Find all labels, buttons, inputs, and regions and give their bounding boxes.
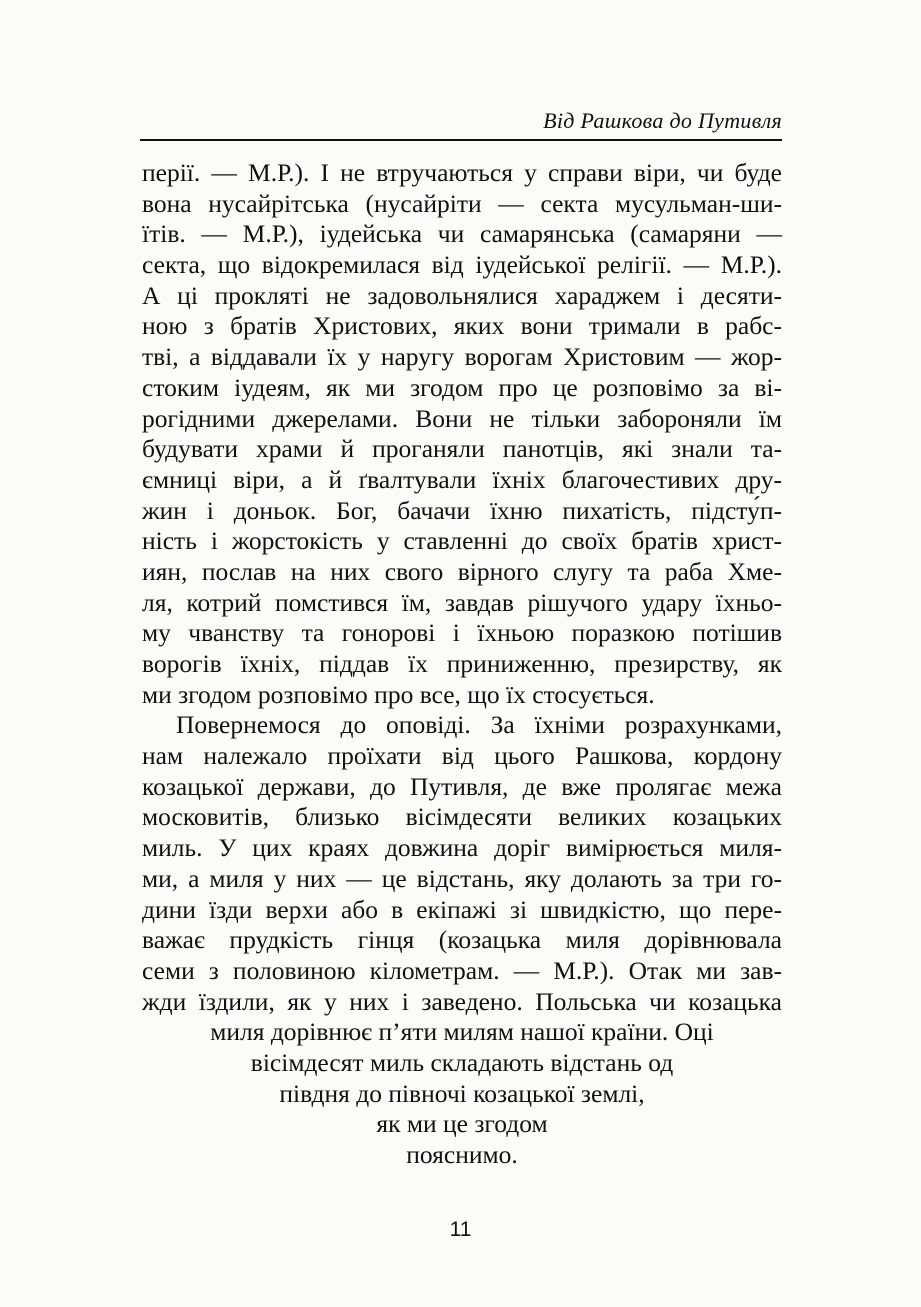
text-line: иян, послав на них свого вірного слугу та раба Хме- bbox=[142, 556, 782, 586]
text-line: їтів. — М.Р.), іудейська чи самарянська (самаряни — bbox=[142, 219, 782, 249]
text-line-centered: вісімдесят миль складають відстань од bbox=[250, 1047, 674, 1077]
text-line: А ці прокляті не задовольнялися хараджем і десяти- bbox=[142, 280, 782, 310]
text-line-centered: миля дорівнює п’яти милям нашої країни. Оці bbox=[210, 1017, 714, 1047]
paragraph-2 bbox=[142, 710, 782, 1170]
text-line: жин і доньок. Бог, бачачи їхню пихатість, підсту́п- bbox=[142, 495, 782, 525]
text-line-centered: пояснимо. bbox=[406, 1140, 518, 1169]
text-line: нам належало проїхати від цього Рашкова, кордону bbox=[142, 741, 782, 771]
text-line: козацької держави, до Путивля, де вже пролягає межа bbox=[142, 771, 782, 801]
text-line: ворогів їхніх, піддав їх приниженню, презирству, як bbox=[142, 649, 782, 678]
text-line: важає прудкість гінця (козацька миля дорівнювала bbox=[142, 925, 782, 955]
text-line-centered: півдня до півночі козацької землі, bbox=[279, 1078, 645, 1108]
text-line: ми, а миля у них — це відстань, яку долають за три го- bbox=[142, 863, 782, 893]
text-line-centered: як ми це згодом bbox=[376, 1109, 548, 1139]
text-line: Повернемося до оповіді. За їхніми розрахунками, bbox=[176, 710, 782, 740]
header-rule bbox=[140, 139, 782, 141]
text-line: секта, що відокремилася від іудейської релігії. — М.Р.). bbox=[142, 250, 782, 280]
text-line: вона нусайрітська (нусайріти — секта мусульман-ши- bbox=[142, 188, 782, 218]
text-line: семи з половиною кілометрам. — М.Р.). Отак ми зав- bbox=[142, 955, 782, 985]
text-line: московитів, близько вісімдесяти великих козацьких bbox=[142, 802, 782, 832]
body-text bbox=[142, 158, 782, 1171]
text-line: ною з братів Христових, яких вони тримали в рабс- bbox=[142, 311, 782, 341]
text-line: дини їзди верхи або в екіпажі зі швидкістю, що пере- bbox=[142, 894, 782, 924]
paragraph-1 bbox=[142, 158, 782, 710]
text-line: рогідними джерелами. Вони не тільки забороняли їм bbox=[142, 403, 782, 433]
text-line: му чванству та гонорові і їхньою поразкою потішив bbox=[142, 618, 782, 648]
page-number: 11 bbox=[449, 1218, 472, 1241]
text-line: перії. — М.Р.). І не втручаються у справи віри, чи буде bbox=[142, 158, 782, 187]
text-line: жди їздили, як у них і заведено. Польська чи козацька bbox=[142, 986, 782, 1016]
text-line: тві, а віддавали їх у наругу ворогам Христовим — жор- bbox=[142, 342, 782, 372]
text-line: ми згодом розповімо про все, що їх стосується. bbox=[142, 679, 655, 709]
text-line: ля, котрий помстився їм, завдав рішучого удару їхньо- bbox=[142, 587, 782, 617]
running-header: Від Рашкова до Путивля bbox=[543, 108, 782, 133]
text-line: миль. У цих краях довжина доріг вимірюється миля- bbox=[142, 833, 782, 863]
text-line: будувати храми й проганяли панотців, які знали та- bbox=[142, 434, 782, 464]
text-line: ємниці віри, а й ґвалтували їхніх благочестивих дру- bbox=[142, 464, 782, 494]
text-line: стоким іудеям, як ми згодом про це розповімо за ві- bbox=[142, 372, 782, 402]
text-line: ність і жорстокість у ставленні до своїх братів христ- bbox=[142, 526, 782, 556]
